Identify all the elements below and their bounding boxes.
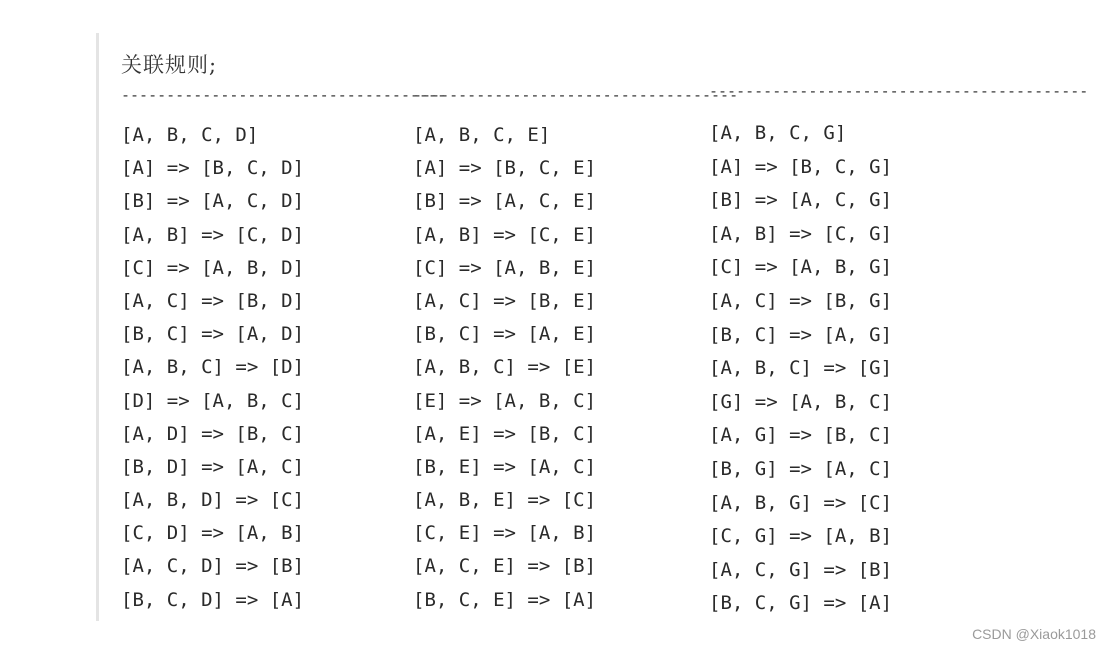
association-rule: [A, B, C] => [G] (709, 357, 893, 380)
association-rule: [A] => [B, C, E] (413, 157, 597, 180)
association-rule: [A, C] => [B, D] (121, 289, 305, 312)
association-rule: [B, C, G] => [A] (709, 592, 893, 615)
association-rule: [A, B] => [C, E] (413, 223, 597, 246)
association-rule: [B, C, D] => [A] (121, 588, 305, 611)
association-rule: [A, B, D] => [C] (121, 489, 305, 512)
association-rule: [B, C] => [A, G] (709, 323, 893, 346)
association-rule: [A, C, E] => [B] (413, 555, 597, 578)
association-rule: [B, D] => [A, C] (121, 455, 305, 478)
association-rule: [B] => [A, C, G] (709, 189, 893, 212)
association-rule: [G] => [A, B, C] (709, 390, 893, 413)
association-rule: [B] => [A, C, D] (121, 190, 305, 213)
association-rule: [B, C] => [A, D] (121, 323, 305, 346)
separator-line: ------------------------------------ (121, 86, 447, 104)
association-rule: [A] => [B, C, G] (709, 155, 893, 178)
rules-list (413, 119, 661, 617)
association-rule: [B, G] => [A, C] (709, 457, 893, 480)
association-rule: [A, B, C] => [E] (413, 356, 597, 379)
association-rule: [A, B, C, G] (709, 122, 847, 144)
association-rule: [A, B, C, D] (121, 124, 259, 146)
association-rule: [C, E] => [A, B] (413, 522, 597, 545)
association-rule: [E] => [A, B, C] (413, 389, 597, 412)
rules-column-1 (121, 84, 447, 617)
association-rule: [C, G] => [A, B] (709, 525, 893, 548)
page-title: 关联规则; (121, 53, 218, 77)
association-rule: [C] => [A, B, D] (121, 256, 305, 279)
association-rule: [A, D] => [B, C] (121, 422, 305, 445)
watermark: CSDN @Xiaok1018 (972, 626, 1096, 642)
association-rule: [A, B, E] => [C] (413, 489, 597, 512)
association-rule: [A, B] => [C, D] (121, 223, 305, 246)
separator-line: ------------------------------------ (413, 86, 739, 104)
separator-line: ------------------------------------------ (709, 82, 1089, 100)
rules-column-3 (709, 80, 1089, 621)
rules-list (709, 117, 1031, 621)
blockquote-left-border (96, 33, 99, 621)
association-rule: [A, C, G] => [B] (709, 558, 893, 581)
association-rule: [C] => [A, B, G] (709, 256, 893, 279)
rules-column-2 (413, 84, 739, 617)
association-rule: [D] => [A, B, C] (121, 389, 305, 412)
association-rule: [A, B, C] => [D] (121, 356, 305, 379)
association-rule: [B, C, E] => [A] (413, 588, 597, 611)
association-rule: [A, C] => [B, G] (709, 289, 893, 312)
association-rule: [C] => [A, B, E] (413, 256, 597, 279)
association-rule: [A, B, C, E] (413, 124, 551, 146)
association-rule: [B] => [A, C, E] (413, 190, 597, 213)
association-rule: [A, E] => [B, C] (413, 422, 597, 445)
association-rule: [A] => [B, C, D] (121, 157, 305, 180)
association-rule: [B, C] => [A, E] (413, 323, 597, 346)
rules-list (121, 119, 401, 617)
association-rule: [A, B] => [C, G] (709, 222, 893, 245)
association-rule: [A, C, D] => [B] (121, 555, 305, 578)
association-rule: [A, G] => [B, C] (709, 424, 893, 447)
association-rule: [A, C] => [B, E] (413, 289, 597, 312)
association-rule: [A, B, G] => [C] (709, 491, 893, 514)
association-rule: [B, E] => [A, C] (413, 455, 597, 478)
association-rule: [C, D] => [A, B] (121, 522, 305, 545)
